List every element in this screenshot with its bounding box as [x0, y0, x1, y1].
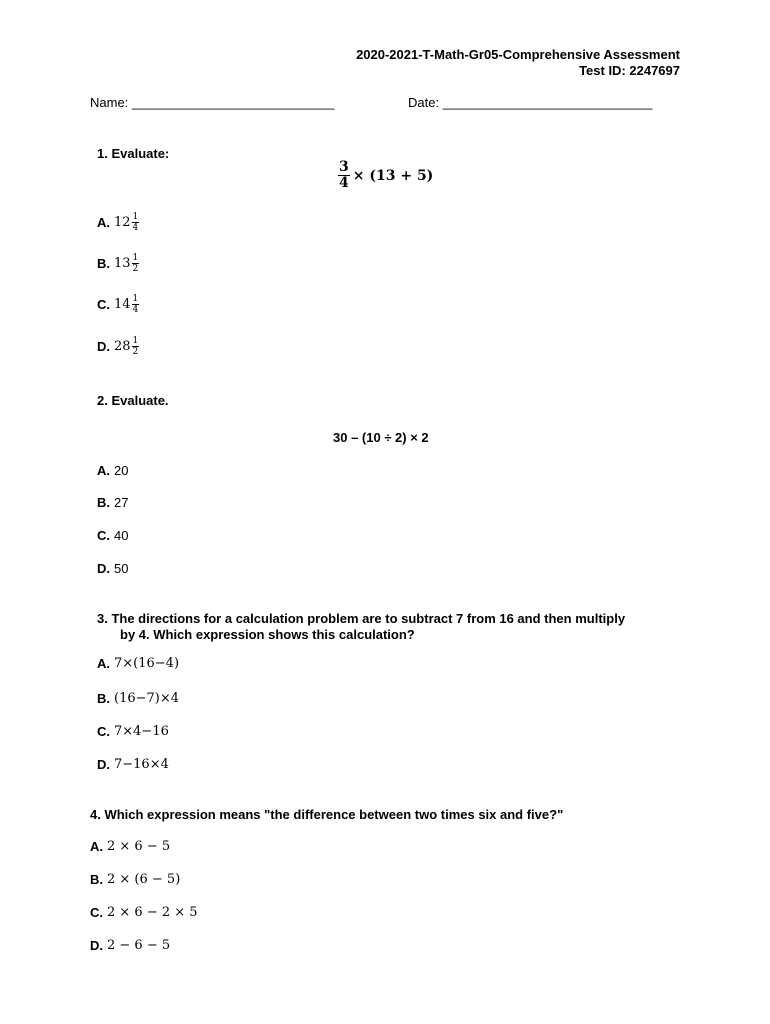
- frac-den: 4: [132, 223, 139, 233]
- option-letter: B.: [90, 872, 103, 887]
- q3-option-d[interactable]: [97, 757, 169, 772]
- option-letter: D.: [97, 339, 110, 354]
- q1-option-c[interactable]: [97, 294, 139, 315]
- q4-option-a[interactable]: [90, 839, 170, 854]
- option-text: (16−7)×4: [114, 691, 180, 706]
- question-1-prompt: 1. Evaluate:: [97, 146, 170, 161]
- document-title: 2020-2021-T-Math-Gr05-Comprehensive Assessment: [356, 47, 680, 62]
- mixed-number: [114, 336, 139, 357]
- q1-option-b[interactable]: [97, 253, 139, 274]
- question-2-prompt: 2. Evaluate.: [97, 393, 169, 408]
- whole-part: 13: [114, 256, 131, 271]
- q4-option-c[interactable]: [90, 905, 198, 920]
- option-text: 2 × 6 − 5: [107, 839, 171, 854]
- option-text: 2 × 6 − 2 × 5: [107, 905, 198, 920]
- fraction-numerator: 3: [339, 159, 349, 175]
- name-date-row: [90, 95, 690, 110]
- q3-option-a[interactable]: [97, 656, 179, 671]
- option-letter: C.: [97, 297, 110, 312]
- date-field: [408, 95, 652, 110]
- option-text: 7×4−16: [114, 724, 169, 739]
- option-text: 50: [114, 561, 129, 576]
- frac-num: 1: [132, 294, 139, 304]
- frac-den: 2: [132, 347, 139, 357]
- question-2-expression: 30 – (10 ÷ 2) × 2: [333, 430, 429, 445]
- date-label: Date:: [408, 95, 440, 110]
- option-letter: A.: [97, 463, 110, 478]
- date-line: _____________________________: [442, 95, 653, 110]
- frac-num: 1: [132, 336, 139, 346]
- name-line: ____________________________: [131, 95, 335, 110]
- mixed-number: [114, 212, 139, 233]
- q2-option-b[interactable]: [97, 495, 128, 510]
- option-letter: C.: [97, 528, 110, 543]
- fraction-denominator: 4: [339, 175, 349, 191]
- whole-part: 14: [114, 297, 131, 312]
- option-letter: C.: [90, 905, 103, 920]
- q3-option-b[interactable]: [97, 691, 179, 706]
- option-letter: D.: [97, 561, 110, 576]
- q1-option-d[interactable]: [97, 336, 139, 357]
- option-letter: B.: [97, 495, 110, 510]
- expression-fraction: [338, 160, 350, 191]
- option-text: 7−16×4: [114, 757, 169, 772]
- option-letter: B.: [97, 256, 110, 271]
- frac-num: 1: [132, 253, 139, 263]
- mixed-number: [114, 253, 139, 274]
- whole-part: 28: [114, 339, 131, 354]
- frac-num: 1: [132, 212, 139, 222]
- question-3-prompt-line-2: by 4. Which expression shows this calculation?: [120, 627, 415, 642]
- q4-option-d[interactable]: [90, 938, 170, 953]
- option-text: 27: [114, 495, 129, 510]
- option-text: 2 − 6 − 5: [107, 938, 171, 953]
- option-text: 20: [114, 463, 129, 478]
- q4-option-b[interactable]: [90, 872, 180, 887]
- option-text: 7×(16−4): [114, 656, 180, 671]
- q2-option-a[interactable]: [97, 463, 128, 478]
- option-letter: B.: [97, 691, 110, 706]
- question-1-expression: [338, 160, 433, 191]
- option-text: 40: [114, 528, 129, 543]
- option-text: 2 × (6 − 5): [107, 872, 181, 887]
- q2-option-d[interactable]: [97, 561, 128, 576]
- q1-option-a[interactable]: [97, 212, 139, 233]
- option-letter: D.: [90, 938, 103, 953]
- frac-den: 2: [132, 264, 139, 274]
- name-label: Name:: [90, 95, 129, 110]
- document-header: [356, 47, 680, 79]
- question-3-prompt: [97, 611, 625, 643]
- option-letter: C.: [97, 724, 110, 739]
- q2-option-c[interactable]: [97, 528, 128, 543]
- mixed-number: [114, 294, 139, 315]
- option-letter: A.: [97, 656, 110, 671]
- frac-den: 4: [132, 305, 139, 315]
- expression-rest: × (13 + 5): [352, 167, 434, 184]
- question-4-prompt: 4. Which expression means "the difference between two times six and five?": [90, 807, 564, 822]
- q3-option-c[interactable]: [97, 724, 169, 739]
- option-letter: A.: [97, 215, 110, 230]
- whole-part: 12: [114, 215, 131, 230]
- option-letter: A.: [90, 839, 103, 854]
- option-letter: D.: [97, 757, 110, 772]
- question-3-prompt-line-1: 3. The directions for a calculation problem are to subtract 7 from 16 and then multiply: [97, 611, 626, 626]
- test-id: Test ID: 2247697: [579, 63, 680, 78]
